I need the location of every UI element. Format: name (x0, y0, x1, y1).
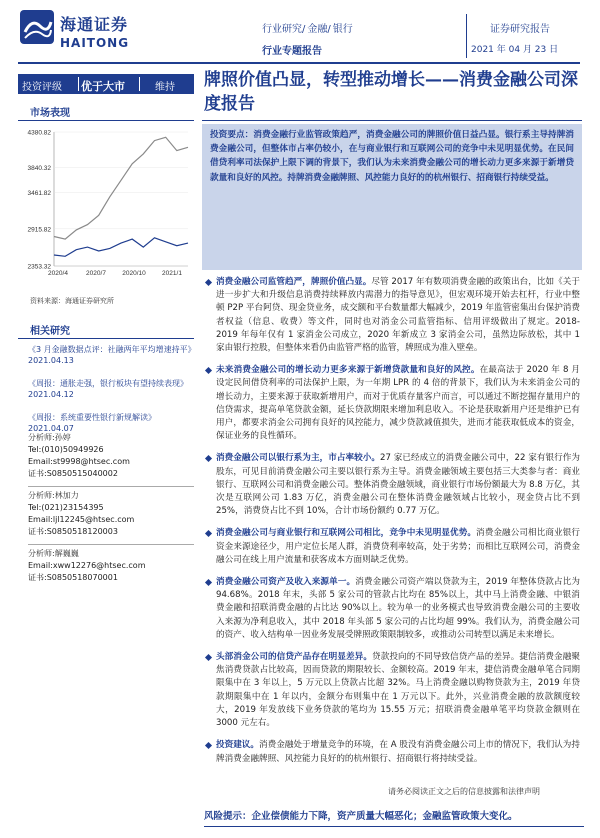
bullet-lead: 头部消金公司的信贷产品存在明显差异。 (216, 652, 373, 663)
risk-warning (204, 808, 580, 838)
analyst-divider (28, 544, 194, 545)
rating-separator (78, 77, 79, 91)
analyst-name: 分析师:林加力 (28, 491, 79, 500)
related-item-date: 2021.04.13 (28, 356, 74, 365)
analyst-cert: 证书:S0850518070001 (28, 573, 118, 582)
analyst-tel: Tel:(021)23154395 (28, 503, 104, 512)
rating-label: 投资评级 (22, 82, 62, 93)
bullet-item (206, 527, 580, 567)
header-divider (466, 14, 467, 58)
report-type: 行业专题报告 (262, 46, 322, 57)
summary-text: 消费金融行业监管政策趋严，消费金融公司的牌照价值日益凸显。银行系主导持牌消费金融公司，但整体市占率仍较小，在与商业银行和互联网公司的竞争中未见明显优势。在民间借贷利率司法保护上限下调的背景下，我们认为未来消费金融公司的增长动力更多来源于新增贷款量和良好的风控。持牌消费金融牌照、风控能力良好的的杭州银行、招商银行持续受益。 (210, 130, 574, 183)
main-content (202, 64, 582, 822)
bullet-item (206, 739, 580, 765)
analyst-name: 分析师:孙婷 (28, 433, 71, 442)
market-performance-chart (18, 126, 194, 282)
bullet-lead: 消费金融公司监管趋严，牌照价值凸显。 (216, 277, 372, 287)
footer-disclaimer: 请务必阅读正文之后的信息披露和法律声明 (388, 787, 540, 796)
analyst-name: 分析师:解巍巍 (28, 549, 79, 558)
analyst-cert: 证书:S0850515040002 (28, 469, 118, 478)
related-item[interactable] (28, 344, 194, 366)
analyst-email[interactable]: Email:st9998@htsec.com (28, 457, 130, 466)
bullet-text: 贷款投向的不同导致信贷产品的差异。捷信消费金融聚焦消费贷款占比较高，因而贷款的期限较长、金额较高。2019 年末，捷信消费金融单笔合同期限集中在 3 年以上，5 万元以上贷款占比超 32%。马上消费金融以购物贷款为主，2019 年贷款期限集中在 1 年以内，金额分布则集中在 1 万元以下。此外，兴业消费金融的放款额度较大，2019 年发放线下业务贷款的笔均为 15.55 万元；招联消费金融单笔平均贷款金额则在 3000 元左右。 (216, 652, 580, 729)
analyst-email[interactable]: Email:ljl12245@htsec.com (28, 515, 135, 524)
bullet-item (206, 276, 580, 355)
related-item-title: 《3 月金融数据点评：社融两年平均增速持平》 (28, 345, 196, 354)
report-categories (262, 20, 355, 35)
report-header (0, 0, 600, 62)
analyst-cert: 证书:S0850518120003 (28, 527, 118, 536)
bullet-text: 尽管 2017 年有数项消费金融的政策出台，比如《关于进一步扩大和升级信息消费持续释放内需潜力的指导意见》，但宏观环境开始去杠杆，行业中整顿 P2P 平台阿贷、现金贷业务，成交额和平台数量都大幅减少，2019 年监管密集出台保护消费者权益（信息、收费）等文件，同时也对消金公司监管指标、信用评级做出了规定。2018-2019 年每年仅有 1 家消金公司成立，2020 年新成立 3 家消金公司，虽然边际放松，其中 1 家由银行控股，但整体来看仍由监管严格的监管，牌照成为准入壁垒。 (216, 277, 580, 354)
series-line (54, 238, 188, 256)
risk-rule (204, 826, 584, 827)
related-item-title: 《周报：系统重要性银行新规解读》 (28, 413, 156, 422)
related-item-title: 《周报：通胀走强，银行板块有望持续表现》 (28, 379, 188, 388)
y-tick-label: 2915.82 (27, 226, 51, 234)
analyst-email[interactable]: Email:xww12276@htsec.com (28, 561, 146, 570)
analyst-divider (28, 486, 194, 487)
related-item[interactable] (28, 378, 194, 400)
series-line (54, 137, 188, 239)
related-item-date: 2021.04.12 (28, 390, 74, 399)
rating-value: 优于大市 (81, 80, 125, 93)
bullet-text: 消费金融公司相比商业银行资金来源途径少，用户定位长尾人群，消费贷利率较高，处于劣势；而相比互联网公司，消费金融公司在线上用户流量和获客成本方面则缺乏优势。 (216, 528, 580, 565)
related-item[interactable] (28, 412, 194, 434)
x-tick-label: 2020/7 (86, 270, 106, 277)
analyst-block (28, 490, 194, 538)
bullet-item (206, 651, 580, 730)
haitong-logo-icon (20, 10, 54, 44)
analyst-block (28, 548, 194, 584)
bullet-lead: 消费金融公司以银行系为主，市占率较小。 (216, 453, 380, 464)
bullet-lead: 投资建议。 (216, 740, 260, 751)
report-date: 2021 年 04 月 23 日 (471, 45, 559, 55)
rating-bar (18, 74, 194, 94)
bullet-text: 消费金融公司资产端以贷款为主，2019 年整体贷款占比为 94.68%。2018 年末，头部 5 家公司的管款占比均在 85%以上，其中马上消费金融、中银消费金融和招联消费金融的占比达 90%以上。较为单一的业务模式也导致消费金融公司的主要收入来源为净利息收入，其中 2018 年头部 5 家公司的占比均超 99%。我们认为，消费金融公司的资产、收入结构单一因业务发展受牌照政策限制较多，或推动公司转型以满足未来增长。 (216, 577, 580, 640)
bullet-text: 27 家已经成立的消费金融公司中，22 家有银行作为股东，可见目前消费金融公司主要以银行系为主导。消费金融领域主要包括三大类参与者：商业银行、互联网公司和消费金融公司。整体消费金融领域，商业银行市场份额最大为 8.8 万亿，其次是互联网公司 1.83 万亿，消费金融公司在整体消费金融领域占比较小，现金贷占比不到 25%，消费贷占比不到 10%，合计市场份额约 0.77 万亿。 (216, 453, 580, 517)
bullet-lead: 消费金融公司与商业银行和互联网公司相比，竞争中未见明显优势。 (216, 528, 477, 539)
analyst-tel: Tel:(010)50949926 (28, 445, 104, 454)
related-title: 相关研究 (30, 326, 70, 337)
rating-separator (139, 77, 140, 91)
analyst-block (28, 432, 194, 480)
summary-box (202, 124, 582, 270)
haitong-logo (20, 8, 140, 58)
category-finance: 金融/ (307, 24, 331, 35)
bullet-list (206, 276, 580, 775)
bullet-item (206, 452, 580, 518)
report-label: 证券研究报告 (490, 24, 550, 35)
bullet-item (206, 576, 580, 642)
title-rule (202, 120, 582, 121)
bullet-lead: 未来消费金融公司的增长动力更多来源于新增贷款量和良好的风控。 (216, 365, 480, 376)
bullet-lead: 消费金融公司资产及收入来源单一。 (216, 577, 356, 588)
market-rule (18, 120, 194, 121)
risk-text: 风险提示：企业偿债能力下降，资产质量大幅恶化；金融监管政策大变化。 (204, 811, 518, 822)
bullet-text: 消费金融处于增量竞争的环境，在 A 股没有消费金融公司上市的情况下，我们认为持牌消费金融牌照、风控能力良好的的杭州银行、招商银行将持续受益。 (216, 740, 580, 764)
x-tick-label: 2020/4 (48, 270, 68, 277)
y-tick-label: 3461.82 (27, 190, 51, 198)
y-tick-label: 2353.32 (27, 263, 51, 271)
summary-lead: 投资要点： (210, 130, 254, 140)
bullet-item (206, 364, 580, 443)
y-tick-label: 4380.82 (27, 129, 51, 137)
x-tick-label: 2020/10 (122, 270, 146, 277)
category-bank: 银行 (332, 24, 353, 35)
related-rule (18, 338, 194, 339)
chart-source: 资料来源：海通证券研究所 (30, 297, 114, 305)
bullet-text: 在最高法于 2020 年 8 月设定民间借贷利率的司法保护上限，为一年期 LPR 的 4 倍的背景下，我们认为未来消金公司的增长动力，主要来源于获取新增用户，而对于优质存量客户而言，可以通过不断挖掘存量用户的信贷需求，提高单笔贷款金额，延长贷款期限来增加利息收入。不论是获取新用户还是维护已有用户，都要求消金公司拥有良好的风控能力，减少贷款减值损失，进而才能获取低成本的资金，保证业务的良性循环。 (216, 365, 580, 442)
market-title: 市场表现 (30, 108, 70, 119)
y-tick-label: 3840.32 (27, 165, 51, 173)
rating-change: 维持 (155, 82, 175, 93)
category-industry: 行业研究/ (262, 24, 306, 35)
report-title: 牌照价值凸显，转型推动增长——消费金融公司深度报告 (204, 70, 578, 114)
logo-text-en: HAITONG (60, 36, 130, 50)
logo-text-cn: 海通证券 (60, 15, 129, 34)
related-item-date: 2021.04.07 (28, 424, 74, 433)
sidebar (18, 70, 194, 790)
x-tick-label: 2021/1 (162, 270, 182, 277)
